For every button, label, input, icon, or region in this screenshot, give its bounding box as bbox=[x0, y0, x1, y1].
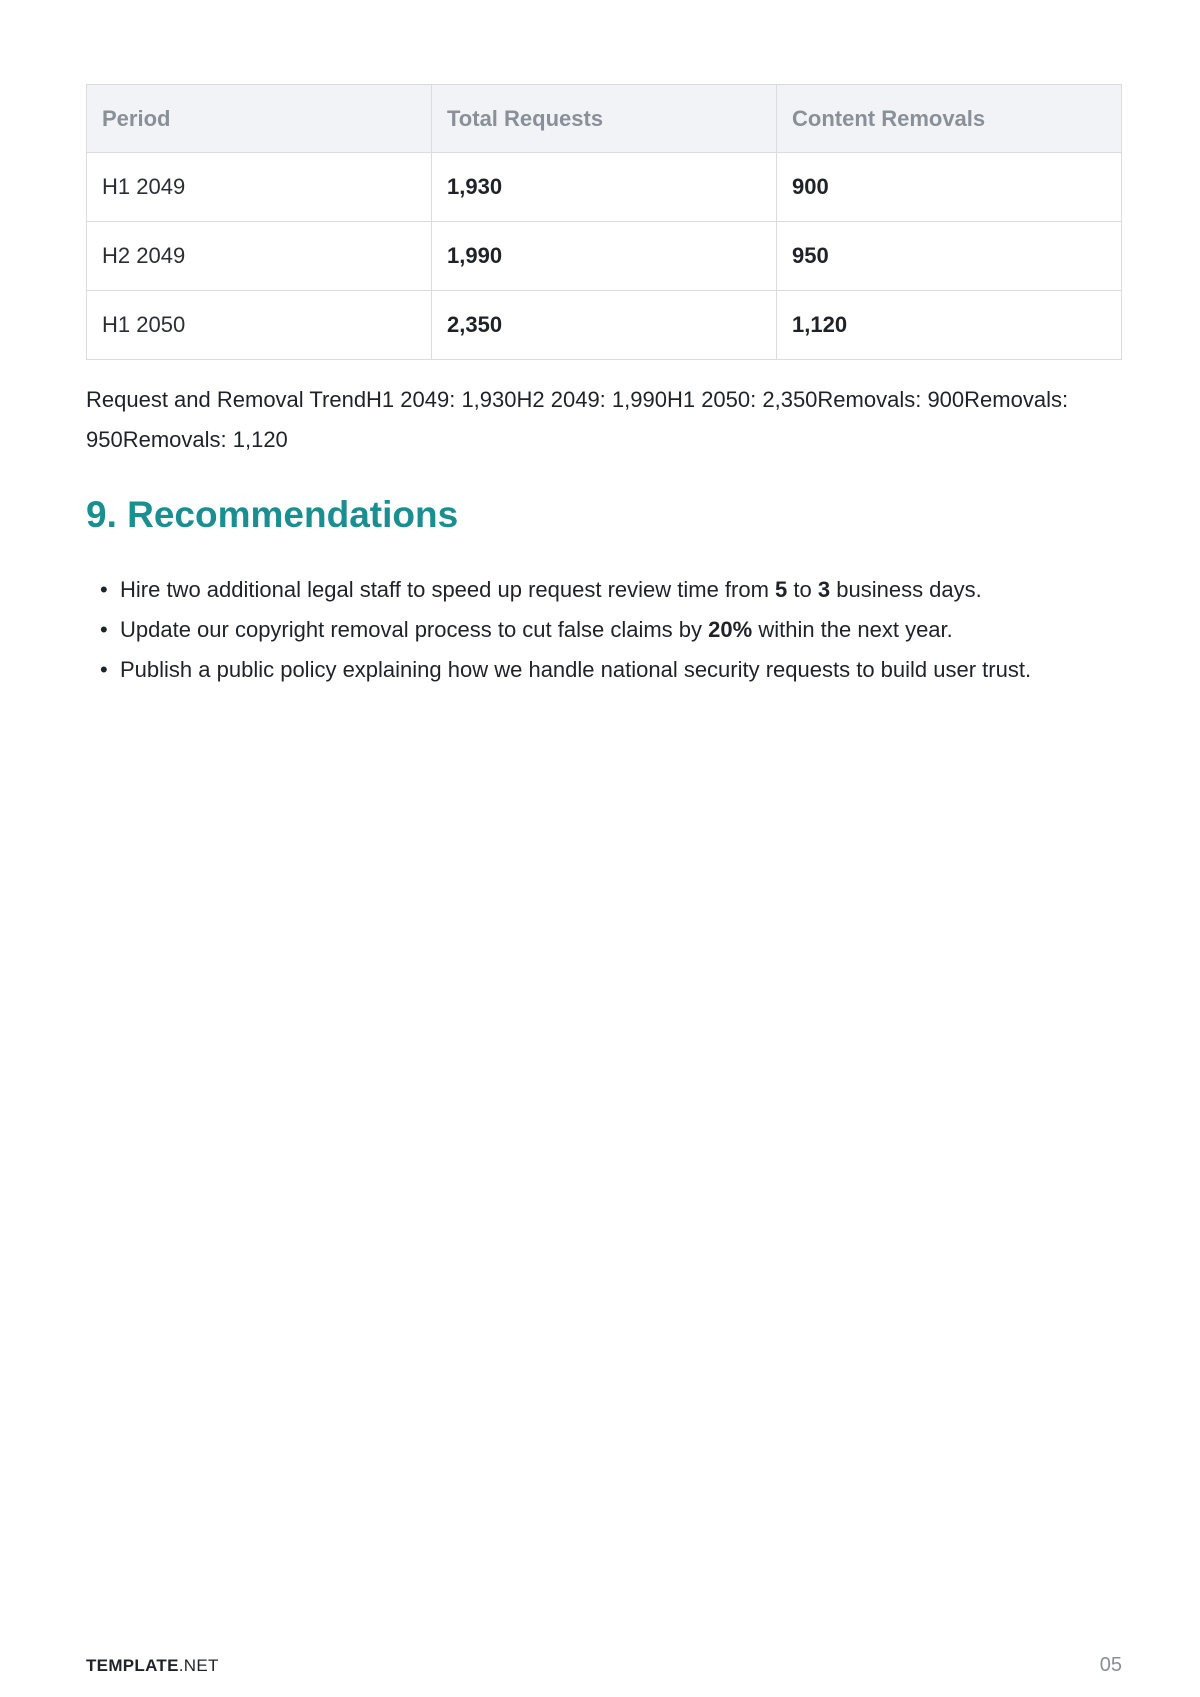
false-claims-reduction: 20% bbox=[708, 617, 753, 642]
cell-period: H1 2049 bbox=[87, 153, 432, 222]
cell-total-requests: 1,990 bbox=[432, 222, 777, 291]
footer-logo: TEMPLATE.NET bbox=[86, 1656, 219, 1675]
table-row bbox=[87, 222, 1122, 291]
section-title: 9. Recommendations bbox=[86, 494, 459, 535]
header-period: Period bbox=[87, 85, 432, 153]
page-number: 05 bbox=[1099, 1654, 1122, 1676]
list-item: • Hire two additional legal staff to speed up request review time from 5 to 3 business days. bbox=[86, 570, 1086, 610]
header-content-removals: Content Removals bbox=[777, 85, 1122, 153]
cell-content-removals: 1,120 bbox=[777, 291, 1122, 360]
table-header-row bbox=[87, 85, 1122, 153]
cell-content-removals: 900 bbox=[777, 153, 1122, 222]
table-row bbox=[87, 291, 1122, 360]
trend-summary-text: Request and Removal TrendH1 2049: 1,930H2 2049: 1,990H1 2050: 2,350Removals: 900Removals: 950Removals: 1,120 bbox=[86, 387, 1069, 452]
table-row bbox=[87, 153, 1122, 222]
cell-period: H1 2050 bbox=[87, 291, 432, 360]
list-item: • Update our copyright removal process to cut false claims by 20% within the next year. bbox=[86, 610, 1086, 650]
review-days-from: 5 bbox=[775, 577, 788, 602]
list-item: • Publish a public policy explaining how we handle national security requests to build user trust. bbox=[86, 650, 1086, 690]
recommendations-list bbox=[86, 570, 1086, 690]
cell-period: H2 2049 bbox=[87, 222, 432, 291]
header-total-requests: Total Requests bbox=[432, 85, 777, 153]
requests-table bbox=[86, 84, 1122, 360]
cell-content-removals: 950 bbox=[777, 222, 1122, 291]
review-days-to: 3 bbox=[817, 577, 831, 602]
cell-total-requests: 1,930 bbox=[432, 153, 777, 222]
cell-total-requests: 2,350 bbox=[432, 291, 777, 360]
